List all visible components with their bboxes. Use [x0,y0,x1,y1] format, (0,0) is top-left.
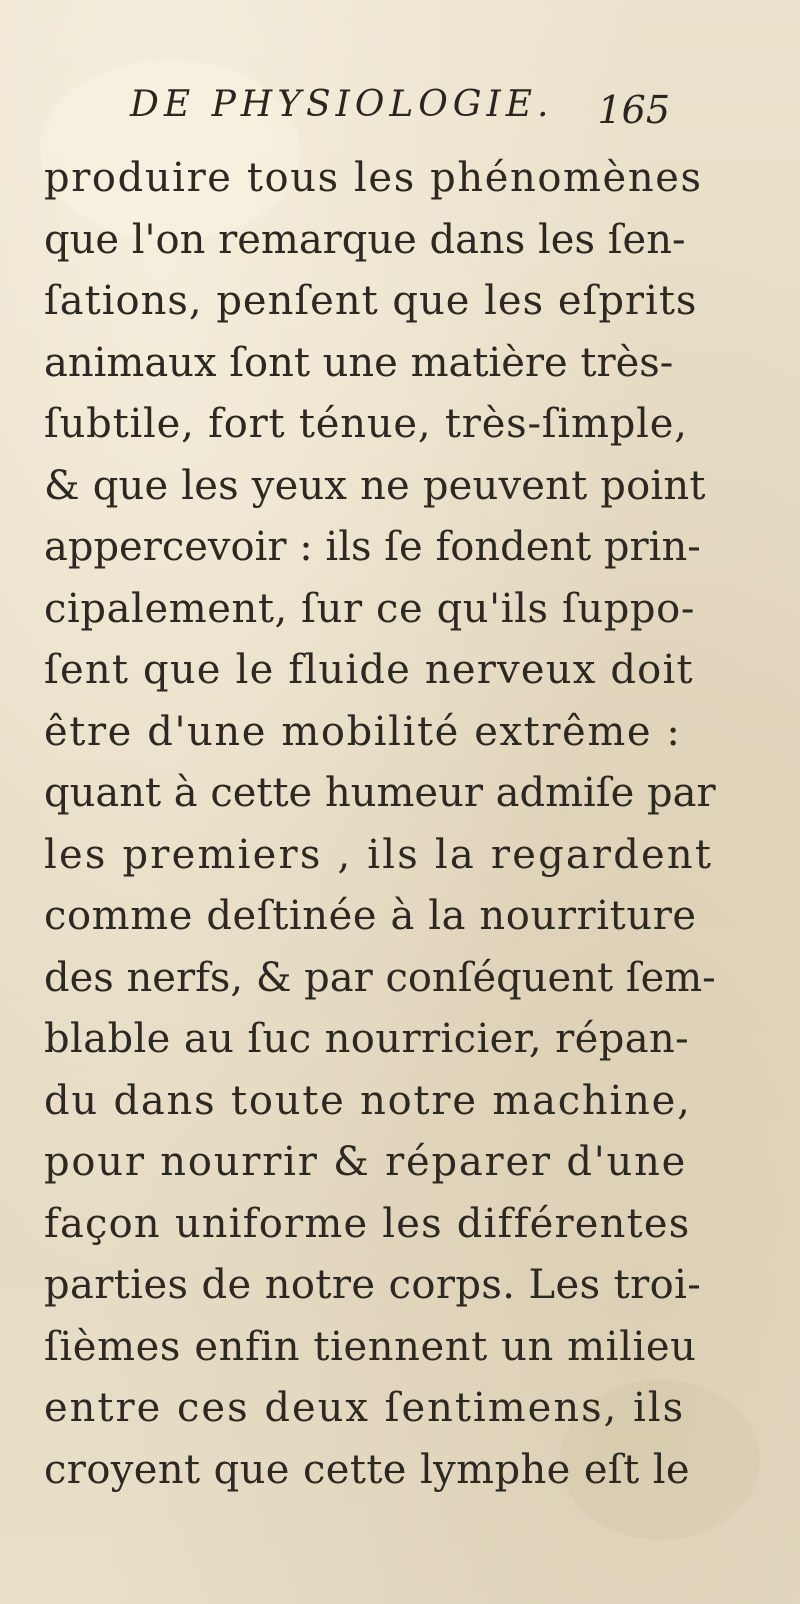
body-text [44,148,716,1501]
page-number: 165 [597,88,670,132]
text-line: quant à cette humeur admiſe par [44,770,716,816]
text-line: comme deſtinée à la nourriture [44,893,697,939]
text-line: des nerfs, & par conſéquent ſem- [44,954,716,1001]
running-head: DE PHYSIOLOGIE. [130,84,554,125]
text-line: blable au ſuc nourricier, répan- [44,1016,690,1062]
text-line: du dans toute notre machine, [44,1077,692,1124]
text-line: ſent que le fluide nerveux doit [44,647,694,693]
text-line: animaux ſont une matière très- [44,339,674,386]
text-line: appercevoir : ils ſe fondent prin- [44,524,701,570]
text-line: parties de notre corps. Les troi- [44,1262,702,1308]
text-line: & que les yeux ne peuvent point [44,462,706,509]
text-line: produire tous les phénomènes [44,155,703,201]
text-line: croyent que cette lymphe eſt le [44,1446,690,1493]
text-line: façon uniforme les différentes [44,1200,691,1247]
text-line: que l'on remarque dans les ſen- [44,216,686,263]
page-header [130,84,670,154]
text-line: être d'une mobilité extrême : [44,708,682,755]
text-line: ſièmes enfin tiennent un milieu [44,1323,697,1370]
text-line: entre ces deux ſentimens, ils [44,1385,686,1431]
text-line: ſubtile, fort ténue, très-ſimple, [44,401,688,447]
text-line: pour nourrir & réparer d'une [44,1139,688,1185]
text-line: ſations, penſent que les eſprits [44,278,698,324]
text-line: cipalement, ſur ce qu'ils ſuppo- [44,585,695,632]
text-line: les premiers , ils la regardent [44,831,714,878]
